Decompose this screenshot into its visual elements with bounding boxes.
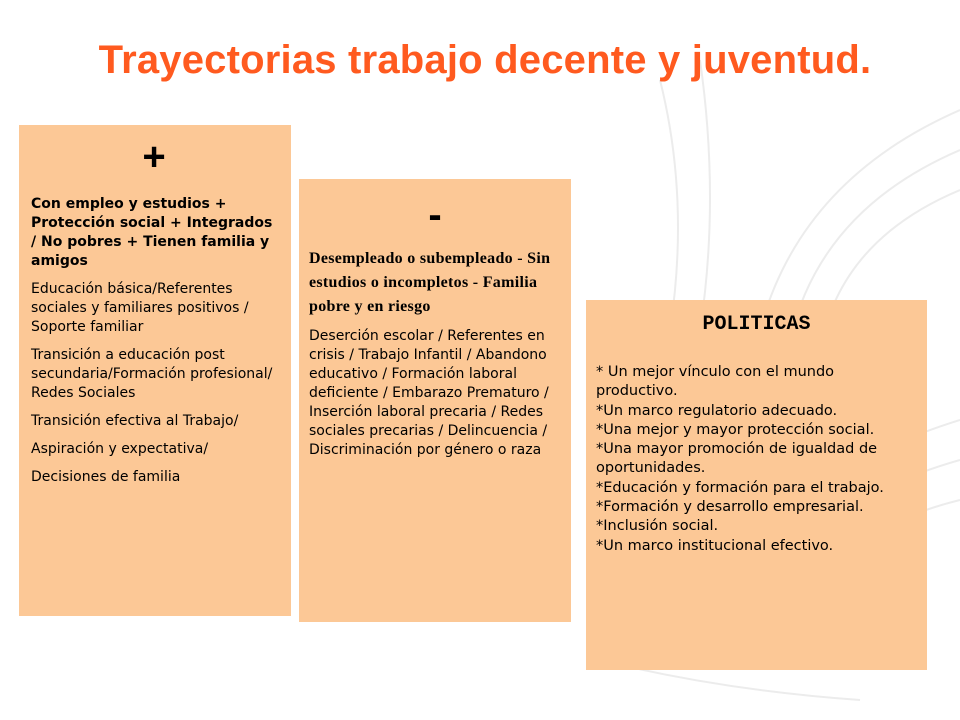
positive-item: Educación básica/Referentes sociales y familiares positivos / Soporte familiar	[31, 281, 249, 335]
positive-item: Transición efectiva al Trabajo/	[31, 413, 239, 429]
minus-sign: -	[428, 193, 442, 237]
politica-item: *Inclusión social.	[596, 518, 719, 535]
politica-item: *Un marco regulatorio adecuado.	[596, 402, 838, 419]
politica-item: *Formación y desarrollo empresarial.	[596, 499, 864, 516]
positive-lead: Con empleo y estudios + Protección social + Integrados / No pobres + Tienen familia y amigos	[31, 196, 273, 269]
negative-trajectory-box	[299, 179, 571, 622]
plus-sign: +	[142, 135, 166, 179]
politicas-title: POLITICAS	[702, 313, 811, 336]
positive-trajectory-box	[19, 125, 291, 616]
positive-item: Aspiración y expectativa/	[31, 441, 209, 457]
negative-lead: Desempleado o subempleado - Sin estudios o incompletos - Familia pobre y en riesgo	[309, 250, 551, 315]
politica-item: *Una mayor promoción de igualdad de oportunidades.	[596, 441, 878, 477]
page-title: Trayectorias trabajo decente y juventud.	[98, 38, 872, 82]
positive-item: Decisiones de familia	[31, 469, 181, 485]
positive-item: Transición a educación post secundaria/Formación profesional/ Redes Sociales	[31, 347, 273, 401]
politica-item: *Una mejor y mayor protección social.	[596, 421, 875, 438]
politicas-box	[586, 300, 927, 670]
politica-item: * Un mejor vínculo con el mundo productivo.	[596, 364, 835, 400]
negative-description: Deserción escolar / Referentes en crisis / Trabajo Infantil / Abandono educativo / Formación laboral deficiente / Embarazo Prematuro / Inserción laboral precaria / Redes sociales precarias / Delincuencia / Discriminación por género o raza	[309, 328, 549, 458]
politica-item: *Un marco institucional efectivo.	[596, 537, 834, 554]
politica-item: *Educación y formación para el trabajo.	[596, 479, 884, 496]
